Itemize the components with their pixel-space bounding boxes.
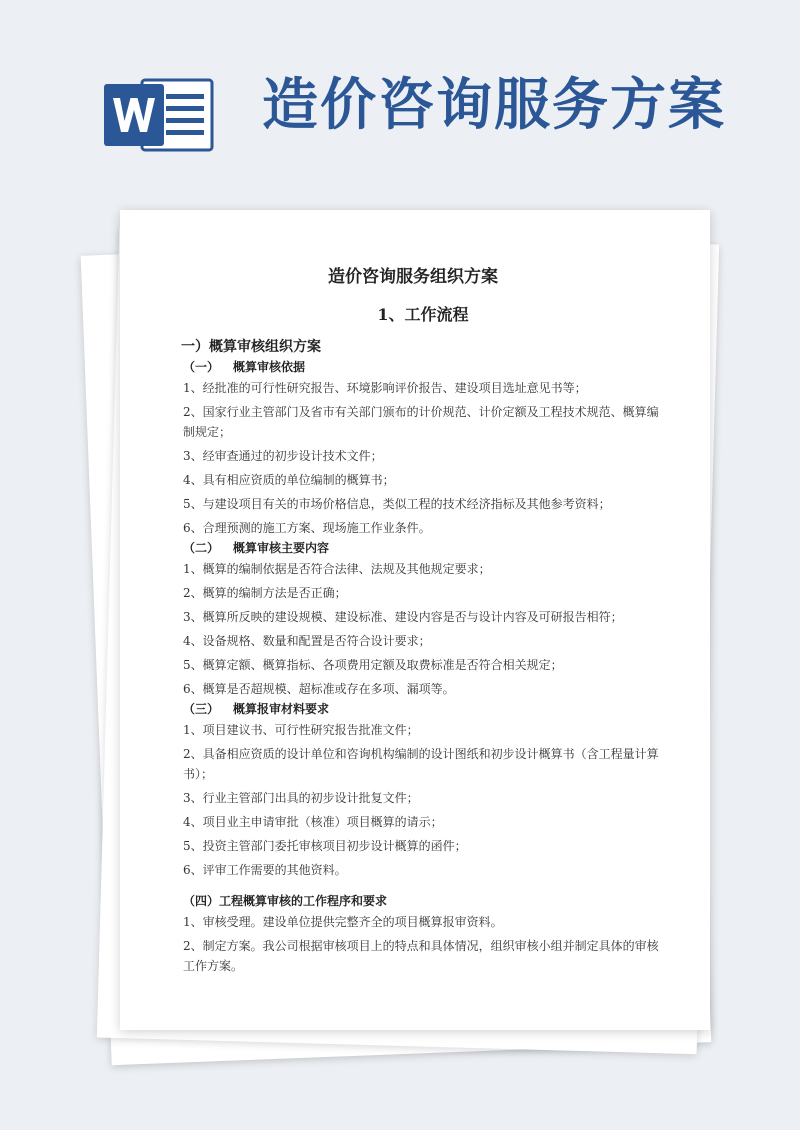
section-title: 1、工作流程	[377, 305, 469, 324]
list-item: 1、概算的编制依据是否符合法律、法规及其他规定要求；	[183, 562, 491, 576]
list-item: 6、评审工作需要的其他资料。	[183, 863, 347, 877]
subsection-number: （二）	[183, 541, 220, 555]
list-item: 2、具备相应资质的设计单位和咨询机构编制的设计图纸和初步设计概算书（含工程量计算书）；	[183, 747, 659, 781]
list-item: 5、概算定额、概算指标、各项费用定额及取费标准是否符合相关规定；	[183, 658, 563, 672]
list-item: 1、项目建议书、可行性研究报告批准文件；	[183, 723, 419, 737]
subsection-heading	[183, 700, 663, 720]
subsection-heading	[183, 358, 663, 378]
subsection-number: （三）	[183, 702, 220, 716]
banner-title: 造价咨询服务方案	[262, 73, 726, 138]
list-item: 1、经批准的可行性研究报告、环境影响评价报告、建设项目选址意见书等；	[183, 381, 587, 395]
list-item: 6、概算是否超规模、超标准或存在多项、漏项等。	[183, 682, 455, 696]
list-item: 5、与建设项目有关的市场价格信息，类似工程的技术经济指标及其他参考资料；	[183, 497, 611, 511]
subsection-heading	[183, 539, 663, 559]
word-icon	[104, 76, 214, 154]
list-item: 3、概算所反映的建设规模、建设标准、建设内容是否与设计内容及可研报告相符；	[183, 610, 623, 624]
list-item: 2、国家行业主管部门及省市有关部门颁布的计价规范、计价定额及工程技术规范、概算编制规定；	[183, 405, 659, 439]
list-item: 1、审核受理。建设单位提供完整齐全的项目概算报审资料。	[183, 915, 503, 929]
list-item: 3、经审查通过的初步设计技术文件；	[183, 449, 383, 463]
list-item: 4、项目业主申请审批（核准）项目概算的请示；	[183, 815, 443, 829]
header-banner	[0, 0, 800, 200]
subsection-heading: （四）工程概算审核的工作程序和要求	[183, 894, 388, 908]
part-heading: 一）概算审核组织方案	[181, 339, 321, 355]
subsection-title: 概算审核依据	[233, 360, 306, 374]
subsection-number: （一）	[183, 360, 220, 374]
subsection-title: 概算审核主要内容	[233, 541, 330, 555]
subsection-title: 概算报审材料要求	[233, 702, 330, 716]
list-item: 2、制定方案。我公司根据审核项目上的特点和具体情况，组织审核小组并制定具体的审核工作方案。	[183, 939, 659, 973]
document-title: 造价咨询服务组织方案	[328, 267, 498, 287]
list-item: 6、合理预测的施工方案、现场施工作业条件。	[183, 521, 431, 535]
list-item: 4、设备规格、数量和配置是否符合设计要求；	[183, 634, 431, 648]
list-item: 4、具有相应资质的单位编制的概算书；	[183, 473, 395, 487]
document-page	[120, 210, 710, 1030]
list-item: 2、概算的编制方法是否正确；	[183, 586, 347, 600]
list-item: 3、行业主管部门出具的初步设计批复文件；	[183, 791, 419, 805]
document-content	[183, 262, 663, 980]
list-item: 5、投资主管部门委托审核项目初步设计概算的函件；	[183, 839, 467, 853]
